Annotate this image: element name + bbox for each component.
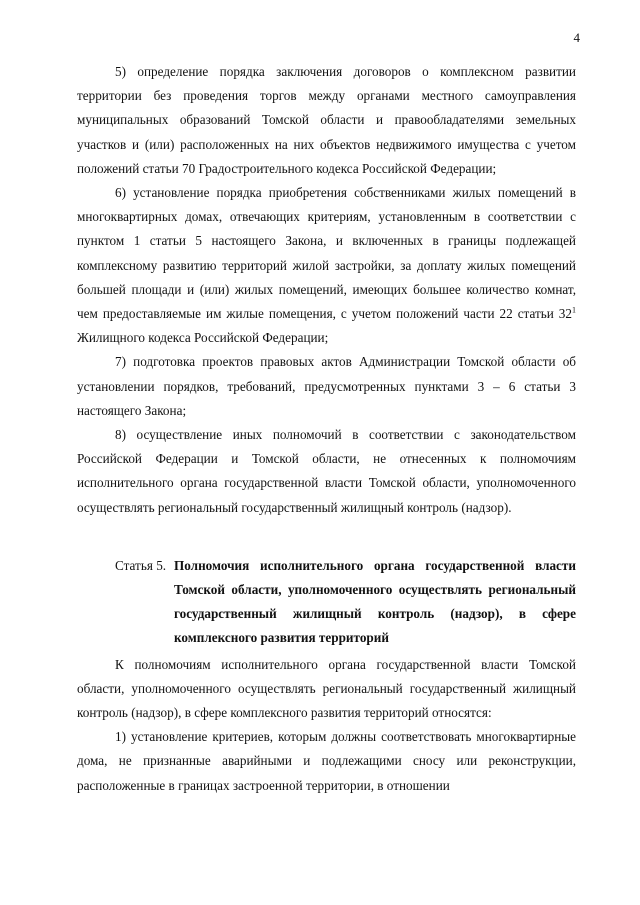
document-body	[77, 60, 576, 798]
paragraph-item-1: 1) установление критериев, которым должны соответствовать многоквартирные дома, не признанные аварийными и подлежащими сносу или реконструкции, расположенные в границах застроенной территории, в отношении	[77, 729, 576, 793]
article-title: Полномочия исполнительного органа государственной власти Томской области, уполномоченного осуществлять региональный государственный жилищный контроль (надзор), в сфере комплексного развития территорий	[174, 557, 576, 646]
article-label: Статья 5.	[115, 557, 167, 573]
paragraph-item-5: 5) определение порядка заключения договоров о комплексном развитии территории без проведения торгов между органами местного самоуправления муниципальных образований Томской области и правообладателями земельных участков и (или) расположенных на них объектов недвижимого имущества с учетом положений статьи 70 Градостроительного кодекса Российской Федерации;	[77, 64, 576, 176]
paragraph-item-6-tail: Жилищного кодекса Российской Федерации;	[77, 330, 329, 346]
paragraph-item-8: 8) осуществление иных полномочий в соответствии с законодательством Российской Федерации и Томской области, не отнесенных к полномочиям исполнительного органа государственной власти Томской области, уполномоченного осуществлять региональный государственный жилищный контроль (надзор).	[77, 427, 576, 515]
paragraph-item-6-text: 6) установление порядка приобретения собственниками жилых помещений в многоквартирных домах, отвечающих критериям, установленным в соответствии с пунктом 1 статьи 5 настоящего Закона, и включенных в границы подлежащей комплексному развитию территорий жилой застройки, за доплату жилых помещений большей площади и (или) жилых помещений, имеющих большее количество комнат, чем предоставляемые им жилые помещения, с учетом положений части 22 статьи 32	[77, 185, 576, 322]
paragraph-intro: К полномочиям исполнительного органа государственной власти Томской области, уполномоченного осуществлять региональный государственный жилищный контроль (надзор), в сфере комплексного развития территорий относятся:	[77, 656, 576, 721]
page-number: 4	[573, 30, 580, 45]
article-heading	[77, 554, 576, 651]
paragraph-item-6	[77, 181, 576, 350]
superscript: 1	[572, 305, 576, 315]
paragraph-item-7: 7) подготовка проектов правовых актов Администрации Томской области об установлении порядков, требований, предусмотренных пунктами 3 – 6 статьи 3 настоящего Закона;	[77, 354, 576, 418]
